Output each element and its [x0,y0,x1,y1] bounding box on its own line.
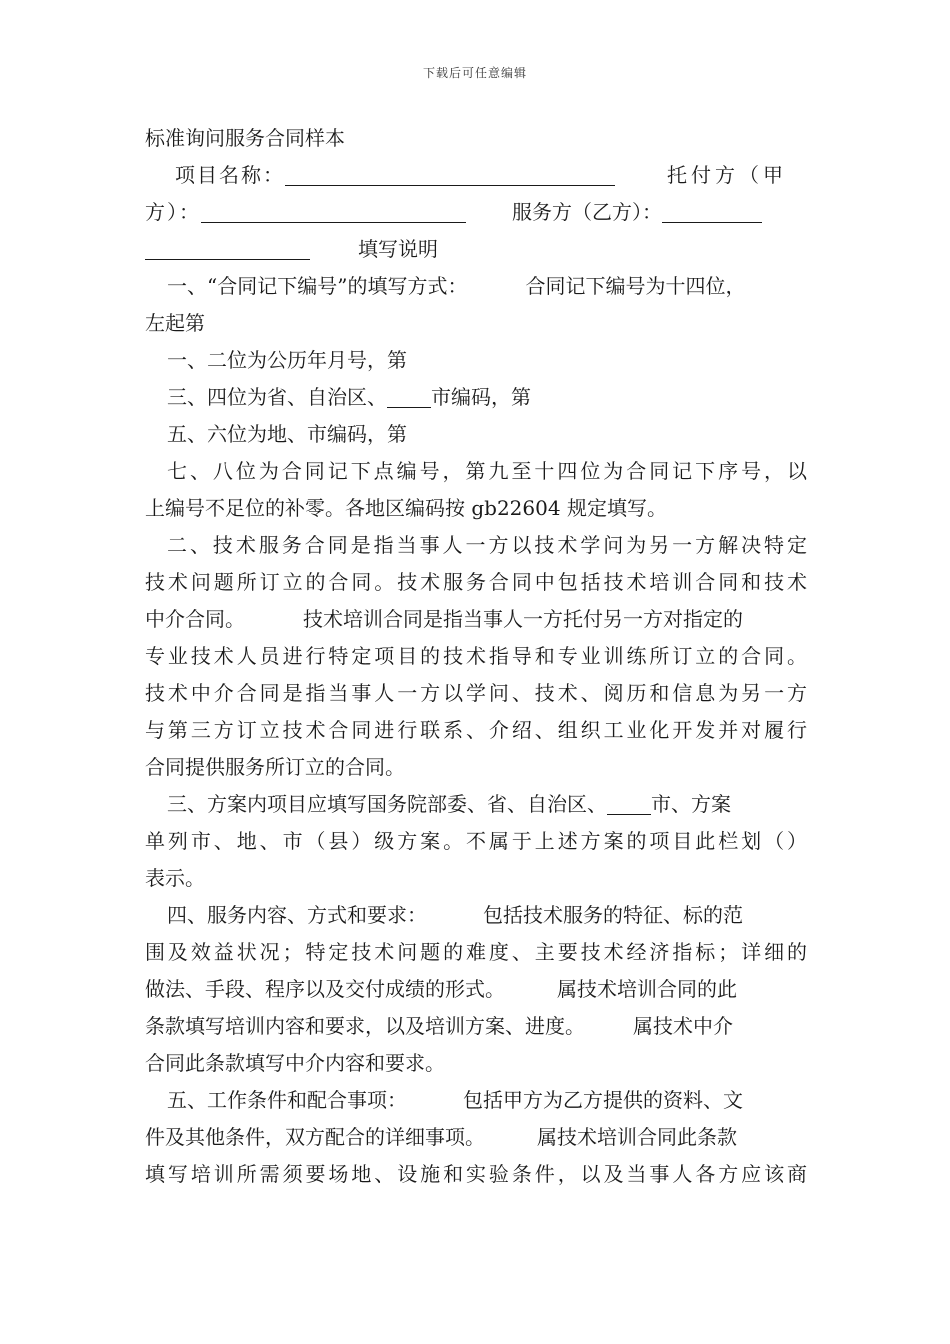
label-client-a-cont: 方）： [145,200,201,224]
instructions-heading: 填写说明 [358,237,438,261]
para6-text-a: 中介合同。 [145,607,245,631]
para9-heading: 五、工作条件和配合事项： [167,1088,407,1112]
para3 [145,379,807,416]
para6-line5: 技术中介合同是指当事人一方以学问、技术、阅历和信息为另一方 [145,681,807,705]
para9-line2 [145,1119,807,1156]
para6-text-b: 技术培训合同是指当事人一方托付另一方对指定的 [303,607,743,631]
para7-line2: 单列市、地、市（县）级方案。不属于上述方案的项目此栏划（） [145,829,807,853]
para8-line1 [145,897,807,934]
page-header-note: 下载后可任意编辑 [422,66,527,80]
client-a-blank[interactable] [201,198,466,223]
para5-line2: 上编号不足位的补零。各地区编码按 gb22604 规定填写。 [145,496,667,520]
para7-text-b: 市、方案 [651,792,731,816]
para6-line3 [145,601,807,638]
para9-text-a: 包括甲方为乙方提供的资料、文 [463,1088,743,1112]
para8-text-c: 属技术培训合同的此 [557,977,737,1001]
para8-text-a: 包括技术服务的特征、标的范 [483,903,743,927]
para8-text-b: 做法、手段、程序以及交付成绩的形式。 [145,977,505,1001]
para8-line3 [145,971,807,1008]
para7-text-a: 三、方案内项目应填写国务院部委、省、自治区、 [167,792,607,816]
field-line-parties [145,194,807,231]
para7-line3: 表示。 [145,866,205,890]
para8-line2: 围及效益状况；特定技术问题的难度、主要技术经济指标；详细的 [145,940,807,964]
para5-line1: 七、八位为合同记下点编号，第九至十四位为合同记下序号，以 [167,459,807,483]
label-project-name: 项目名称： [175,163,285,187]
para4: 五、六位为地、市编码，第 [167,422,407,446]
document-title: 标准询问服务合同样本 [145,126,345,150]
para2: 一、二位为公历年月号，第 [167,348,407,372]
para6-line4: 专业技术人员进行特定项目的技术指导和专业训练所订立的合同。 [145,644,807,668]
city-blank-2[interactable] [607,790,651,815]
para9-text-c: 属技术培训合同此条款 [537,1125,737,1149]
para8-line4 [145,1008,807,1045]
para3-text-a: 三、四位为省、自治区、 [167,385,387,409]
para6-line1: 二、技术服务合同是指当事人一方以技术学问为另一方解决特定 [167,533,807,557]
para6-line6: 与第三方订立技术合同进行联系、介绍、组织工业化开发并对履行 [145,718,807,742]
para1-line1 [145,268,807,305]
para8-text-e: 属技术中介 [633,1014,733,1038]
field-line-project [145,157,807,194]
para3-text-b: 市编码，第 [431,385,531,409]
para8-line5: 合同此条款填写中介内容和要求。 [145,1051,445,1075]
document-body [145,120,807,1193]
para9-text-b: 件及其他条件，双方配合的详细事项。 [145,1125,485,1149]
para1-text: 合同记下编号为十四位， [525,274,746,298]
para7-line1 [145,786,807,823]
label-client-a: 托付方（甲 [667,163,787,187]
para1-line2: 左起第 [145,311,205,335]
para8-heading: 四、服务内容、方式和要求： [167,903,427,927]
label-provider-b: 服务方（乙方）： [512,200,662,224]
field-line-instructions [145,231,807,268]
provider-b-blank-cont[interactable] [145,235,310,260]
para9-line3: 填写培训所需须要场地、设施和实验条件，以及当事人各方应该商 [145,1162,807,1186]
para6-line7: 合同提供服务所订立的合同。 [145,755,405,779]
para8-text-d: 条款填写培训内容和要求，以及培训方案、进度。 [145,1014,585,1038]
provider-b-blank[interactable] [662,198,762,223]
project-name-blank[interactable] [285,161,615,186]
para6-line2: 技术问题所订立的合同。技术服务合同中包括技术培训合同和技术 [145,570,807,594]
city-blank-1[interactable] [387,383,431,408]
para1-heading: 一、“合同记下编号”的填写方式： [167,274,468,298]
para9-line1 [145,1082,807,1119]
